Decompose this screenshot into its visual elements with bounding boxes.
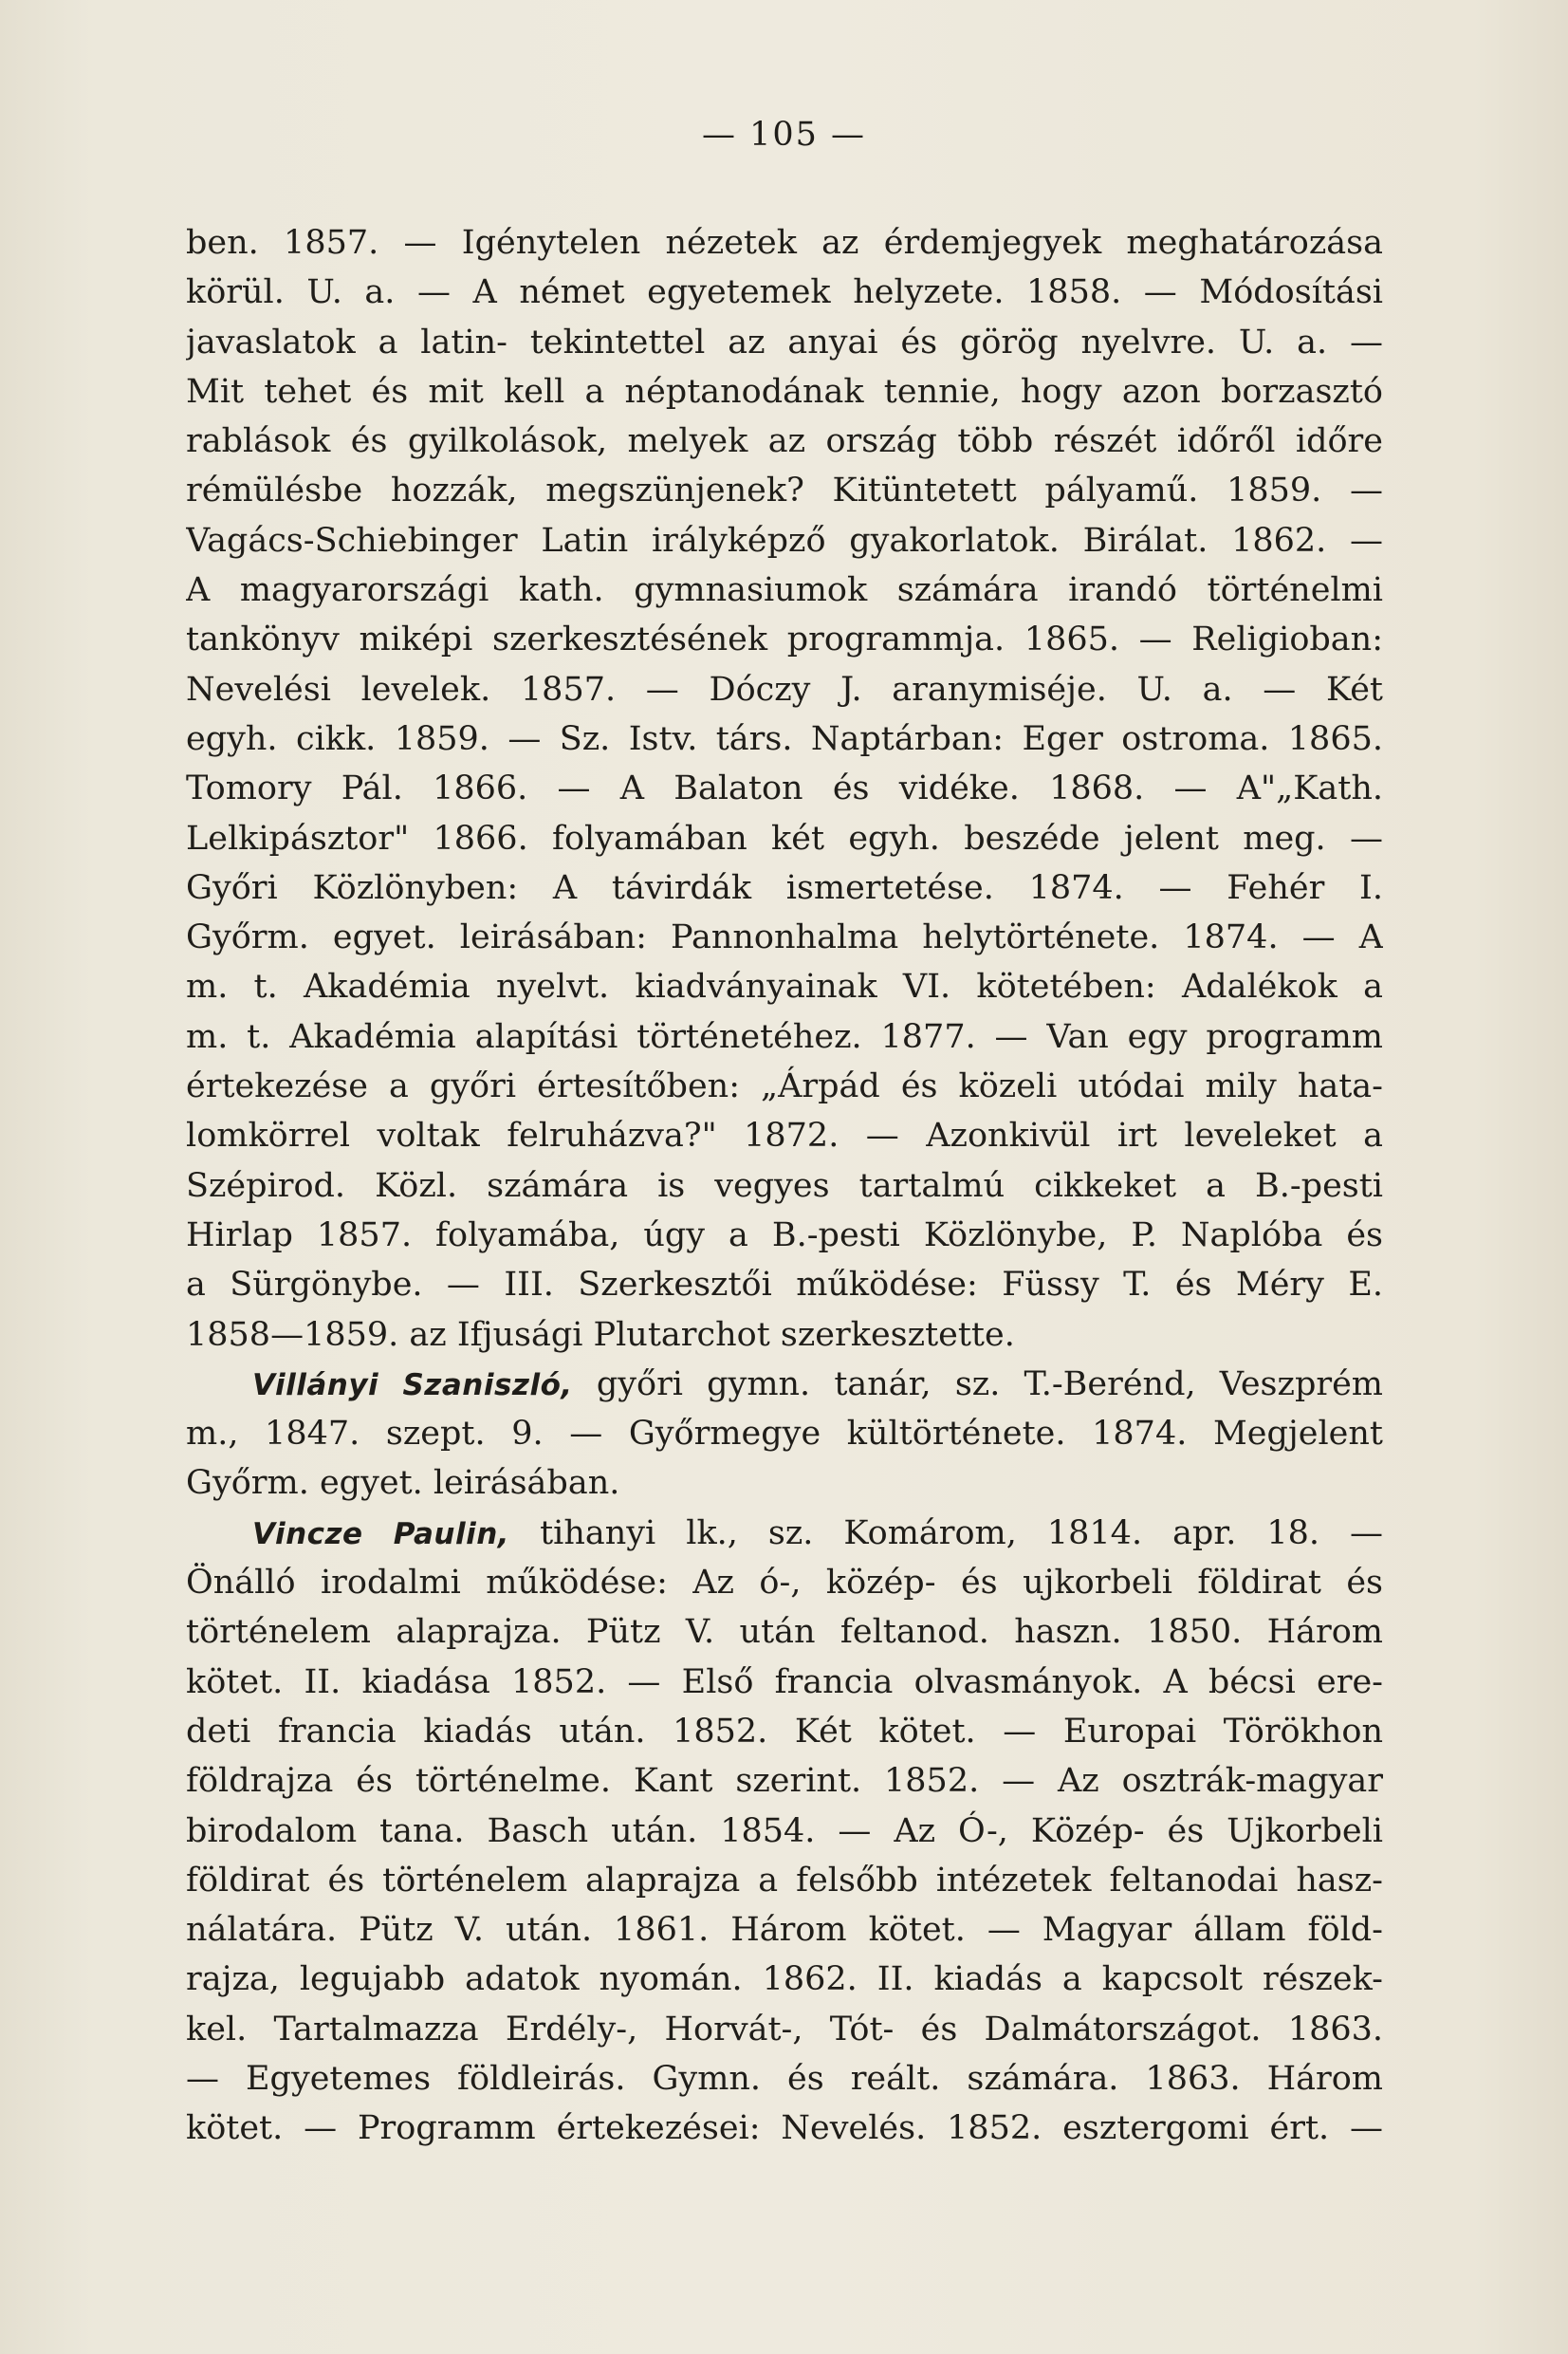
line-text: 1858—1859. az Ifjusági Plutarchot szerkesztette. <box>186 1315 1015 1354</box>
body-text <box>186 218 1383 2154</box>
text-line <box>186 814 1383 863</box>
text-line <box>186 417 1383 466</box>
text-line <box>186 1062 1383 1111</box>
text-line <box>186 714 1383 764</box>
text-line <box>186 1558 1383 1607</box>
line-text: kötet. II. kiadása 1852. — Első francia olvasmányok. A bécsi ere- <box>186 1662 1383 1701</box>
line-text: m. t. Akadémia alapítási történetéhez. 1877. — Van egy programm <box>186 1017 1383 1056</box>
text-line <box>186 2005 1383 2054</box>
text-line <box>186 1756 1383 1806</box>
line-text: Mit tehet és mit kell a néptanodának tennie, hogy azon borzasztó <box>186 372 1383 411</box>
line-text: m. t. Akadémia nyelvt. kiadványainak VI. kötetében: Adalékok a <box>186 968 1383 1007</box>
text-line <box>186 665 1383 714</box>
text-line <box>186 913 1383 962</box>
line-text: ben. 1857. — Igénytelen nézetek az érdemjegyek meghatározása <box>186 224 1383 262</box>
text-line <box>186 2104 1383 2153</box>
text-line <box>186 466 1383 515</box>
line-text: történelem alaprajza. Pütz V. után feltanod. haszn. 1850. Három <box>186 1613 1383 1652</box>
line-text: nálatára. Pütz V. után. 1861. Három kötet. — Magyar állam föld- <box>186 1911 1383 1950</box>
line-text: javaslatok a latin- tekintettel az anyai és görög nyelvre. U. a. — <box>186 323 1383 361</box>
line-text: lomkörrel voltak felruházva?" 1872. — Azonkivül irt leveleket a <box>186 1117 1383 1156</box>
line-text: kel. Tartalmazza Erdély-, Horvát-, Tót- és Dalmátországot. 1863. <box>186 2010 1383 2048</box>
text-line <box>186 268 1383 317</box>
text-line <box>186 1111 1383 1160</box>
text-line <box>186 1856 1383 1905</box>
line-text: birodalom tana. Basch után. 1854. — Az Ó-, Közép- és Ujkorbeli <box>186 1811 1383 1850</box>
line-text: győri gymn. tanár, sz. T.-Berénd, Veszprém <box>572 1364 1383 1403</box>
line-text: m., 1847. szept. 9. — Győrmegye kültörténete. 1874. Megjelent <box>186 1415 1383 1454</box>
line-text: Győrm. egyet. leirásában. <box>186 1464 620 1503</box>
text-line <box>186 1012 1383 1062</box>
text-line <box>186 318 1383 367</box>
text-line <box>186 1458 1383 1508</box>
text-line <box>186 1260 1383 1309</box>
line-text: deti francia kiadás után. 1852. Két kötet. — Europai Törökhon <box>186 1712 1383 1751</box>
text-line <box>186 516 1383 565</box>
text-line <box>186 1807 1383 1856</box>
text-line <box>186 367 1383 417</box>
text-line <box>186 863 1383 913</box>
line-text: tankönyv miképi szerkesztésének programmja. 1865. — Religioban: <box>186 621 1383 659</box>
line-text: földrajza és történelme. Kant szerint. 1852. — Az osztrák-magyar <box>186 1762 1383 1801</box>
line-text: a Sürgönybe. — III. Szerkesztői működése: Füssy T. és Méry E. <box>186 1266 1383 1305</box>
text-line <box>186 962 1383 1011</box>
text-line <box>186 565 1383 615</box>
text-line <box>186 764 1383 813</box>
line-text: földirat és történelem alaprajza a felsőbb intézetek feltanodai hasz- <box>186 1861 1383 1900</box>
text-line <box>186 1509 1383 1558</box>
line-text: Győri Közlönyben: A távirdák ismertetése. 1874. — Fehér I. <box>186 868 1383 907</box>
line-text: értekezése a győri értesítőben: „Árpád és közeli utódai mily hata- <box>186 1067 1383 1106</box>
line-text: Vagács-Schiebinger Latin irályképző gyakorlatok. Birálat. 1862. — <box>186 521 1383 560</box>
page-number: — 105 — <box>701 116 867 154</box>
line-text: tihanyi lk., sz. Komárom, 1814. apr. 18. — <box>509 1513 1383 1552</box>
line-text: Szépirod. Közl. számára is vegyes tartalmú cikkeket a B.-pesti <box>186 1166 1383 1205</box>
line-text: Tomory Pál. 1866. — A Balaton és vidéke. 1868. — A"„Kath. <box>186 769 1383 808</box>
text-line <box>186 1905 1383 1955</box>
entry-name: Vincze Paulin, <box>252 1516 510 1551</box>
text-line <box>186 615 1383 664</box>
entry-name: Villányi Szaniszló, <box>252 1367 573 1402</box>
line-text: Nevelési levelek. 1857. — Dóczy J. aranymiséje. U. a. — Két <box>186 670 1383 709</box>
line-text: Önálló irodalmi működése: Az ó-, közép- és ujkorbeli földirat és <box>186 1564 1383 1603</box>
line-text: A magyarországi kath. gymnasiumok számára irandó történelmi <box>186 571 1383 610</box>
line-text: rablások és gyilkolások, melyek az ország több részét időről időre <box>186 422 1383 461</box>
text-line <box>186 2054 1383 2104</box>
text-line <box>186 218 1383 268</box>
line-text: Győrm. egyet. leirásában: Pannonhalma helytörténete. 1874. — A <box>186 918 1383 957</box>
line-text: Hirlap 1857. folyamába, úgy a B.-pesti Közlönybe, P. Naplóba és <box>186 1215 1383 1254</box>
text-line <box>186 1607 1383 1657</box>
text-line <box>186 1310 1383 1360</box>
line-text: Lelkipásztor" 1866. folyamában két egyh. beszéde jelent meg. — <box>186 819 1383 858</box>
line-text: kötet. — Programm értekezései: Nevelés. 1852. esztergomi ért. — <box>186 2109 1383 2148</box>
text-line <box>186 1658 1383 1707</box>
line-text: rajza, legujabb adatok nyomán. 1862. II. kiadás a kapcsolt részek- <box>186 1960 1383 1999</box>
text-line <box>186 1955 1383 2004</box>
text-line <box>186 1211 1383 1260</box>
text-line <box>186 1360 1383 1409</box>
line-text: rémülésbe hozzák, megszünjenek? Kitüntetett pályamű. 1859. — <box>186 472 1383 510</box>
line-text: körül. U. a. — A német egyetemek helyzete. 1858. — Módosítási <box>186 273 1383 312</box>
text-line <box>186 1161 1383 1211</box>
line-text: — Egyetemes földleirás. Gymn. és reált. számára. 1863. Három <box>186 2059 1383 2098</box>
line-text: egyh. cikk. 1859. — Sz. Istv. társ. Naptárban: Eger ostroma. 1865. <box>186 719 1383 758</box>
text-line <box>186 1409 1383 1458</box>
text-line <box>186 1707 1383 1756</box>
